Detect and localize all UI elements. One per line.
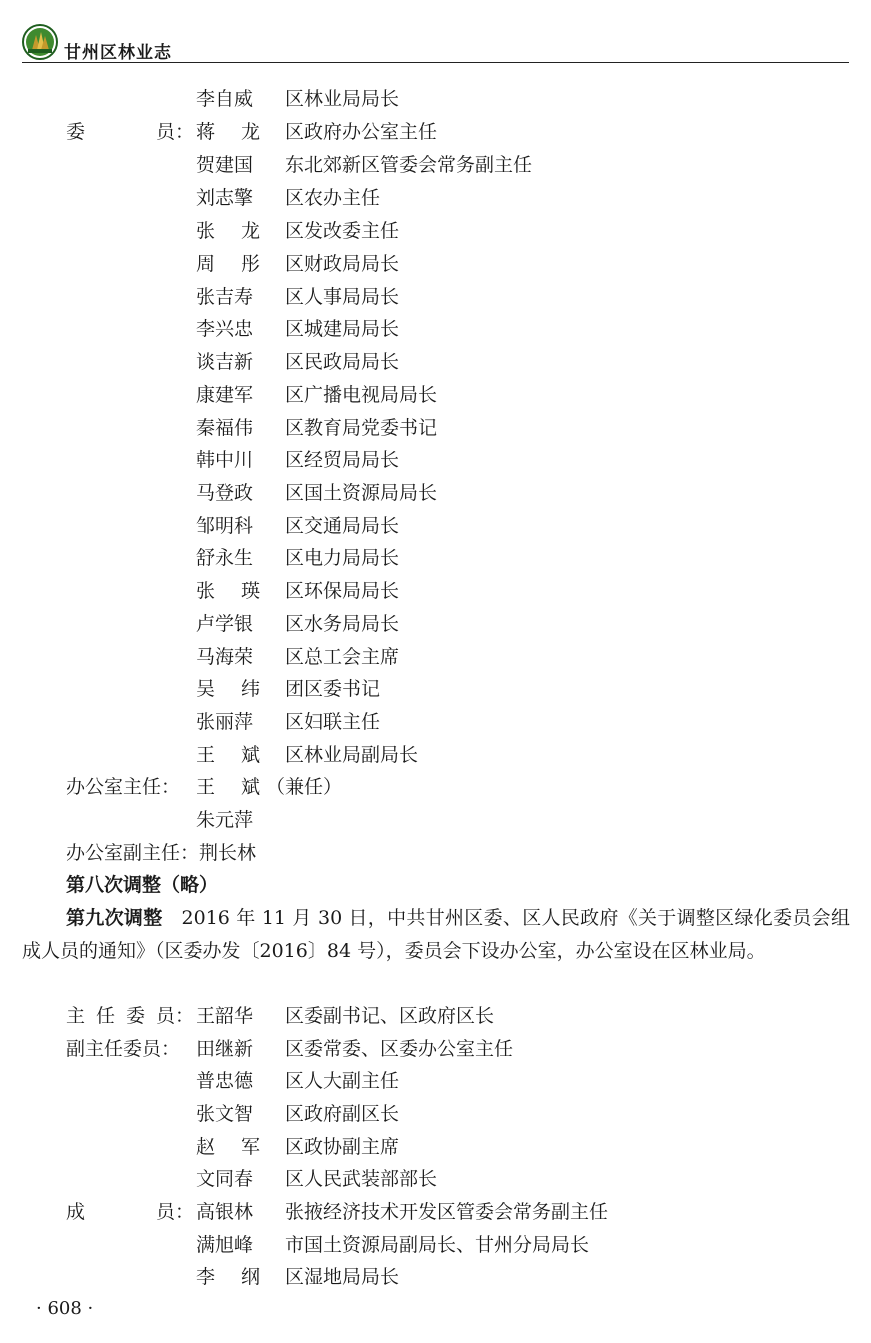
member-title: 区林业局副局长 bbox=[285, 744, 419, 766]
member-name: 马海荣 bbox=[196, 646, 254, 668]
member-name: 谈吉新 bbox=[196, 351, 254, 373]
list-item bbox=[0, 149, 871, 181]
member-name: 贺建国 bbox=[196, 154, 254, 176]
member-name: 张文智 bbox=[196, 1103, 254, 1125]
member-name: 文同春 bbox=[196, 1168, 254, 1190]
list-item bbox=[0, 83, 871, 115]
list-item bbox=[0, 1033, 871, 1065]
list-item bbox=[0, 444, 871, 476]
member-title: 区总工会主席 bbox=[285, 646, 400, 668]
list-item bbox=[0, 1229, 871, 1261]
member-name: 李兴忠 bbox=[196, 318, 254, 340]
page-header bbox=[0, 0, 871, 66]
member-title: 市国土资源局副局长、甘州分局局长 bbox=[285, 1234, 590, 1256]
member-name: 周 彤 bbox=[196, 253, 260, 275]
member-name: 韩中川 bbox=[196, 449, 254, 471]
member-name: 赵 军 bbox=[196, 1136, 260, 1158]
member-name: 吴 纬 bbox=[196, 678, 260, 700]
member-title: 区发改委主任 bbox=[285, 220, 400, 242]
member-title: （兼任） bbox=[266, 776, 343, 798]
list-item bbox=[0, 641, 871, 673]
member-name: 李自威 bbox=[196, 88, 254, 110]
member-name: 张 龙 bbox=[196, 220, 260, 242]
list-item bbox=[0, 542, 871, 574]
list-item bbox=[0, 1196, 871, 1228]
header-divider bbox=[22, 62, 849, 63]
list-item bbox=[0, 477, 871, 509]
member-name: 田继新 bbox=[196, 1038, 254, 1060]
list-item bbox=[0, 771, 871, 803]
member-name: 普忠德 bbox=[196, 1070, 254, 1092]
list-item bbox=[0, 510, 871, 542]
role-label-deputy-director: 副主任委员： bbox=[66, 1038, 181, 1060]
member-name: 张 瑛 bbox=[196, 580, 260, 602]
member-name: 邹明科 bbox=[196, 515, 254, 537]
list-item bbox=[0, 281, 871, 313]
list-item bbox=[0, 1163, 871, 1195]
member-name: 朱元萍 bbox=[196, 809, 254, 831]
member-title: 区政府副区长 bbox=[285, 1103, 400, 1125]
list-item bbox=[0, 739, 871, 771]
member-title: 区水务局局长 bbox=[285, 613, 400, 635]
member-title: 区环保局局长 bbox=[285, 580, 400, 602]
list-item bbox=[0, 346, 871, 378]
list-item bbox=[0, 116, 871, 148]
member-name: 满旭峰 bbox=[196, 1234, 254, 1256]
member-title: 区教育局党委书记 bbox=[285, 417, 438, 439]
member-title: 区人大副主任 bbox=[285, 1070, 400, 1092]
member-title: 张掖经济技术开发区管委会常务副主任 bbox=[285, 1201, 609, 1223]
member-title: 区经贸局局长 bbox=[285, 449, 400, 471]
list-item bbox=[0, 379, 871, 411]
member-name: 秦福伟 bbox=[196, 417, 254, 439]
list-item bbox=[0, 1065, 871, 1097]
member-name: 舒永生 bbox=[196, 547, 254, 569]
list-item bbox=[0, 575, 871, 607]
role-label-composed: 成 员： bbox=[66, 1201, 194, 1223]
list-item bbox=[0, 1000, 871, 1032]
member-title: 区农办主任 bbox=[285, 187, 381, 209]
list-item bbox=[0, 608, 871, 640]
member-name: 蒋 龙 bbox=[196, 121, 260, 143]
member-title: 区广播电视局局长 bbox=[285, 384, 438, 406]
member-title: 区人事局局长 bbox=[285, 286, 400, 308]
member-title: 区电力局局长 bbox=[285, 547, 400, 569]
section-8-heading: 第八次调整（略） bbox=[66, 874, 219, 896]
member-title: 区林业局局长 bbox=[285, 88, 400, 110]
role-label-office-deputy: 办公室副主任：荆长林 bbox=[66, 842, 257, 864]
member-title: 区湿地局局长 bbox=[285, 1266, 400, 1288]
member-name: 高银林 bbox=[196, 1201, 254, 1223]
member-title: 区国土资源局局长 bbox=[285, 482, 438, 504]
role-label-office-director: 办公室主任： bbox=[66, 776, 181, 798]
member-name: 刘志擎 bbox=[196, 187, 254, 209]
list-item bbox=[0, 313, 871, 345]
list-item bbox=[0, 706, 871, 738]
member-title: 区民政局局长 bbox=[285, 351, 400, 373]
list-item bbox=[0, 673, 871, 705]
page-number: · 608 · bbox=[36, 1298, 94, 1319]
list-item bbox=[0, 215, 871, 247]
list-item bbox=[0, 837, 871, 869]
member-name: 马登政 bbox=[196, 482, 254, 504]
member-name: 李 纲 bbox=[196, 1266, 260, 1288]
member-title: 区交通局局长 bbox=[285, 515, 400, 537]
member-name: 王韶华 bbox=[196, 1005, 254, 1027]
member-title: 区政府办公室主任 bbox=[285, 121, 438, 143]
member-title: 东北郊新区管委会常务副主任 bbox=[285, 154, 533, 176]
member-title: 区妇联主任 bbox=[285, 711, 381, 733]
member-name: 王 斌 bbox=[196, 744, 260, 766]
list-item bbox=[0, 1261, 871, 1293]
list-item bbox=[0, 248, 871, 280]
list-item bbox=[0, 182, 871, 214]
member-name: 张丽萍 bbox=[196, 711, 254, 733]
role-label-director: 主 任 委 员： bbox=[66, 1005, 194, 1027]
section-9-paragraph bbox=[22, 902, 850, 967]
member-name: 卢学银 bbox=[196, 613, 254, 635]
section-9-text: 2016 年 11 月 30 日，中共甘州区委、区人民政府《关于调整区绿化委员会组成人员的通知》（区委办发〔2016〕84 号），委员会下设办公室，办公室设在区林业局。 bbox=[22, 907, 850, 962]
member-title: 区委副书记、区政府区长 bbox=[285, 1005, 495, 1027]
member-title: 区人民武装部部长 bbox=[285, 1168, 438, 1190]
member-title: 区政协副主席 bbox=[285, 1136, 400, 1158]
list-item bbox=[0, 1098, 871, 1130]
member-name: 张吉寿 bbox=[196, 286, 254, 308]
forest-trees-icon bbox=[22, 24, 58, 60]
book-title: 甘州区林业志 bbox=[64, 43, 172, 63]
member-name: 康建军 bbox=[196, 384, 254, 406]
member-name: 王 斌 bbox=[196, 776, 260, 798]
member-title: 区委常委、区委办公室主任 bbox=[285, 1038, 514, 1060]
member-title: 团区委书记 bbox=[285, 678, 381, 700]
member-title: 区城建局局长 bbox=[285, 318, 400, 340]
list-item bbox=[0, 412, 871, 444]
member-title: 区财政局局长 bbox=[285, 253, 400, 275]
section-9-heading: 第九次调整 bbox=[66, 907, 163, 929]
role-label-member: 委 员： bbox=[66, 121, 194, 143]
list-item bbox=[0, 804, 871, 836]
list-item bbox=[0, 1131, 871, 1163]
